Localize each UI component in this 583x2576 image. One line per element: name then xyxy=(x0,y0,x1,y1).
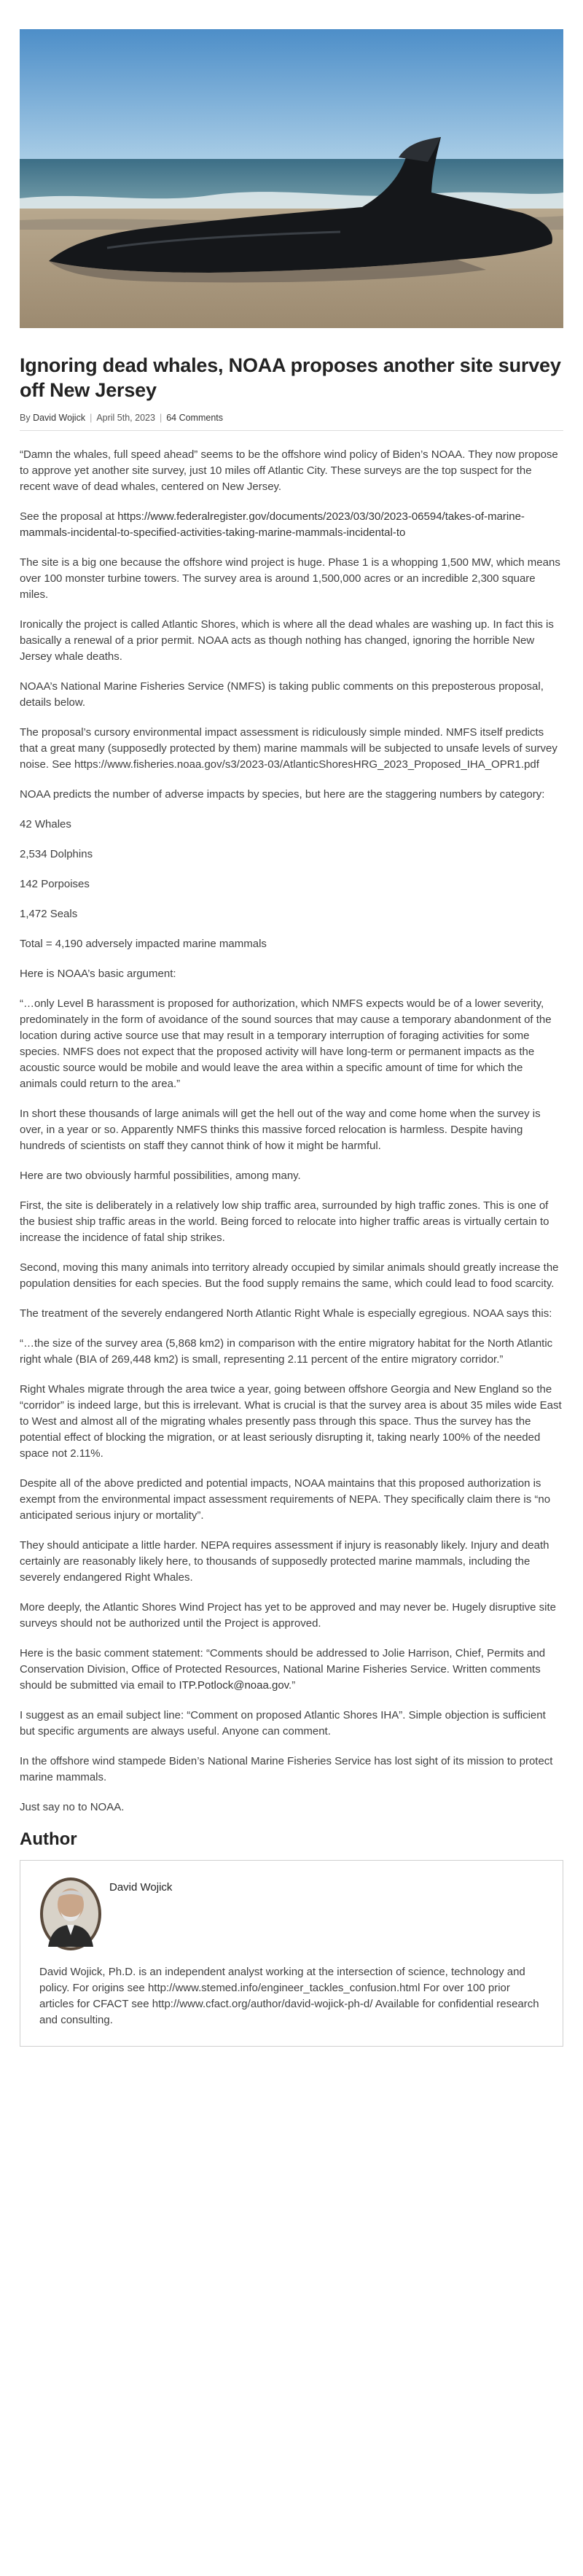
paragraph: In short these thousands of large animals will get the hell out of the way and come home when the survey is over, in a year or so. Apparently NMFS thinks this massive forced relocation is harmless. Despite having hundreds of scientists on staff they cannot think of how it might be harmful. xyxy=(20,1108,541,1152)
meta-separator: | xyxy=(90,413,93,423)
paragraph: Despite all of the above predicted and potential impacts, NOAA maintains that this proposed authorization is exempt from the environmental impact assessment requirements of NEPA. They specifically claim there is “no anticipated serious injury or mortality”. xyxy=(20,1477,551,1522)
paragraph: More deeply, the Atlantic Shores Wind Project has yet to be approved and may never be. Hugely disruptive site surveys should not be authorized until the Project is approved. xyxy=(20,1601,556,1630)
paragraph: In the offshore wind stampede Biden’s National Marine Fisheries Service has lost sight of its mission to protect marine mammals. xyxy=(20,1755,553,1783)
comment-statement-text: Here is the basic comment statement: “Comments should be addressed to Jolie Harrison, Chief, Permits and Conservation Division, Office of Protected Resources, National Marine Fisheries Service. Written comments should be submitted via email to xyxy=(20,1647,546,1692)
count-porpoises: 142 Porpoises xyxy=(20,878,90,890)
count-dolphins: 2,534 Dolphins xyxy=(20,848,93,860)
paragraph: NOAA predicts the number of adverse impacts by species, but here are the staggering numbers by category: xyxy=(20,788,545,801)
author-box xyxy=(20,1860,563,2047)
author-bio: David Wojick, Ph.D. is an independent analyst working at the intersection of science, technology and policy. For origins see http://www.stemed.info/engineer_tackles_confusion.html For over 100 prior articles for CFACT see http://www.cfact.org/author/david-wojick-ph-d/ Available for confidential research and consulting. xyxy=(39,1966,539,2026)
count-whales: 42 Whales xyxy=(20,818,71,830)
paragraph: They should anticipate a little harder. NEPA requires assessment if injury is reasonably likely. Injury and death certainly are reasonably likely here, to thousands of supposedly protected marine mammals, including the severely endangered Right Whales. xyxy=(20,1539,549,1584)
author-header xyxy=(39,1877,544,1951)
article-body xyxy=(20,447,563,1816)
comment-email-link[interactable]: ITP.Potlock@noaa.gov xyxy=(179,1679,289,1692)
whale-photo xyxy=(20,29,563,328)
publish-date: April 5th, 2023 xyxy=(96,413,155,423)
comment-statement-suffix: .” xyxy=(289,1679,296,1692)
article-title: Ignoring dead whales, NOAA proposes another site survey off New Jersey xyxy=(20,354,561,401)
count-seals: 1,472 Seals xyxy=(20,908,78,920)
proposal-prefix: See the proposal at xyxy=(20,510,118,523)
paragraph: I suggest as an email subject line: “Comment on proposed Atlantic Shores IHA”. Simple objection is sufficient but specific arguments are always useful. Anyone can comment. xyxy=(20,1709,546,1738)
paragraph: “Damn the whales, full speed ahead” seems to be the offshore wind policy of Biden’s NOAA. They now propose to approve yet another site survey, just 10 miles off Atlantic City. These surveys are the top suspect for the recent wave of dead whales, centered on New Jersey. xyxy=(20,448,558,493)
paragraph: Here is NOAA’s basic argument: xyxy=(20,968,176,980)
proposal-paragraph xyxy=(20,509,563,541)
byline-prefix: By xyxy=(20,413,34,423)
paragraph: The treatment of the severely endangered North Atlantic Right Whale is especially egregious. NOAA says this: xyxy=(20,1307,552,1320)
proposal-link[interactable]: https://www.federalregister.gov/documents/2023/03/30/2023-06594/takes-of-marine-mammals-incidental-to-specified-activities-taking-marine-mammals-incidental-to xyxy=(20,510,525,539)
paragraph: Ironically the project is called Atlantic Shores, which is where all the dead whales are washing up. In fact this is basically a renewal of a prior permit. NOAA acts as though nothing has changed, ignoring the horrible New Jersey whale deaths. xyxy=(20,618,554,663)
comment-statement xyxy=(20,1646,563,1694)
quote: “…only Level B harassment is proposed for authorization, which NMFS expects would be of a lower severity, predominately in the form of avoidance of the sound sources that may cause a temporary abandonment of the location during active source use that may result in a temporary interruption of foraging activities for some species. NMFS does not expect that the proposed activity will have long-term or permanent impacts as the acoustic source would be mobile and would leave the area within a specific amount of time for which the animals could return to the area.” xyxy=(20,997,552,1090)
count-total: Total = 4,190 adversely impacted marine mammals xyxy=(20,938,267,950)
paragraph: Second, moving this many animals into territory already occupied by similar animals should greatly increase the population densities for each species. But the food supply remains the same, which could lead to food scarcity. xyxy=(20,1261,559,1290)
paragraph: Right Whales migrate through the area twice a year, going between offshore Georgia and New England so the “corridor” is indeed large, but this is irrelevant. What is crucial is that the survey area is about 35 miles wide East to West and almost all of the migrating whales presently pass through this space. Thus the survey has the potential effect of blocking the migration, or at least seriously disrupting it, taking nearly 100% of the needed space not 2.11%. xyxy=(20,1383,562,1460)
paragraph: First, the site is deliberately in a relatively low ship traffic area, surrounded by high traffic zones. This is one of the busiest ship traffic areas in the world. Being forced to relocate into higher traffic areas is virtually certain to increase the incidence of fatal ship strikes. xyxy=(20,1199,549,1244)
article-meta xyxy=(20,413,563,431)
author-heading: Author xyxy=(20,1829,77,1849)
paragraph: The proposal’s cursory environmental impact assessment is ridiculously simple minded. NMFS itself predicts that a great many (supposedly protected by them) marine mammals will be subjected to unsafe levels of survey noise. See https://www.fisheries.noaa.gov/s3/2023-03/AtlanticShoresHRG_2023_Proposed_IHA_OPR1.pdf xyxy=(20,726,557,771)
meta-separator: | xyxy=(159,413,163,423)
quote: “…the size of the survey area (5,868 km2) in comparison with the entire migratory habitat for the North Atlantic right whale (BIA of 269,448 km2) is small, representing 2.11 percent of the entire migratory corridor.” xyxy=(20,1337,553,1366)
comments-link[interactable]: 64 Comments xyxy=(166,413,223,423)
paragraph: The site is a big one because the offshore wind project is huge. Phase 1 is a whopping 1,500 MW, which means over 100 monster turbine towers. The survey area is around 1,500,000 acres or an incredible 2,300 square miles. xyxy=(20,556,560,601)
author-link[interactable]: David Wojick xyxy=(33,413,86,423)
paragraph: NOAA’s National Marine Fisheries Service (NMFS) is taking public comments on this preposterous proposal, details below. xyxy=(20,680,544,709)
author-avatar xyxy=(39,1877,102,1951)
paragraph: Here are two obviously harmful possibilities, among many. xyxy=(20,1170,301,1182)
paragraph: Just say no to NOAA. xyxy=(20,1801,125,1813)
article xyxy=(20,29,563,2047)
author-box-name: David Wojick xyxy=(109,1881,173,1894)
